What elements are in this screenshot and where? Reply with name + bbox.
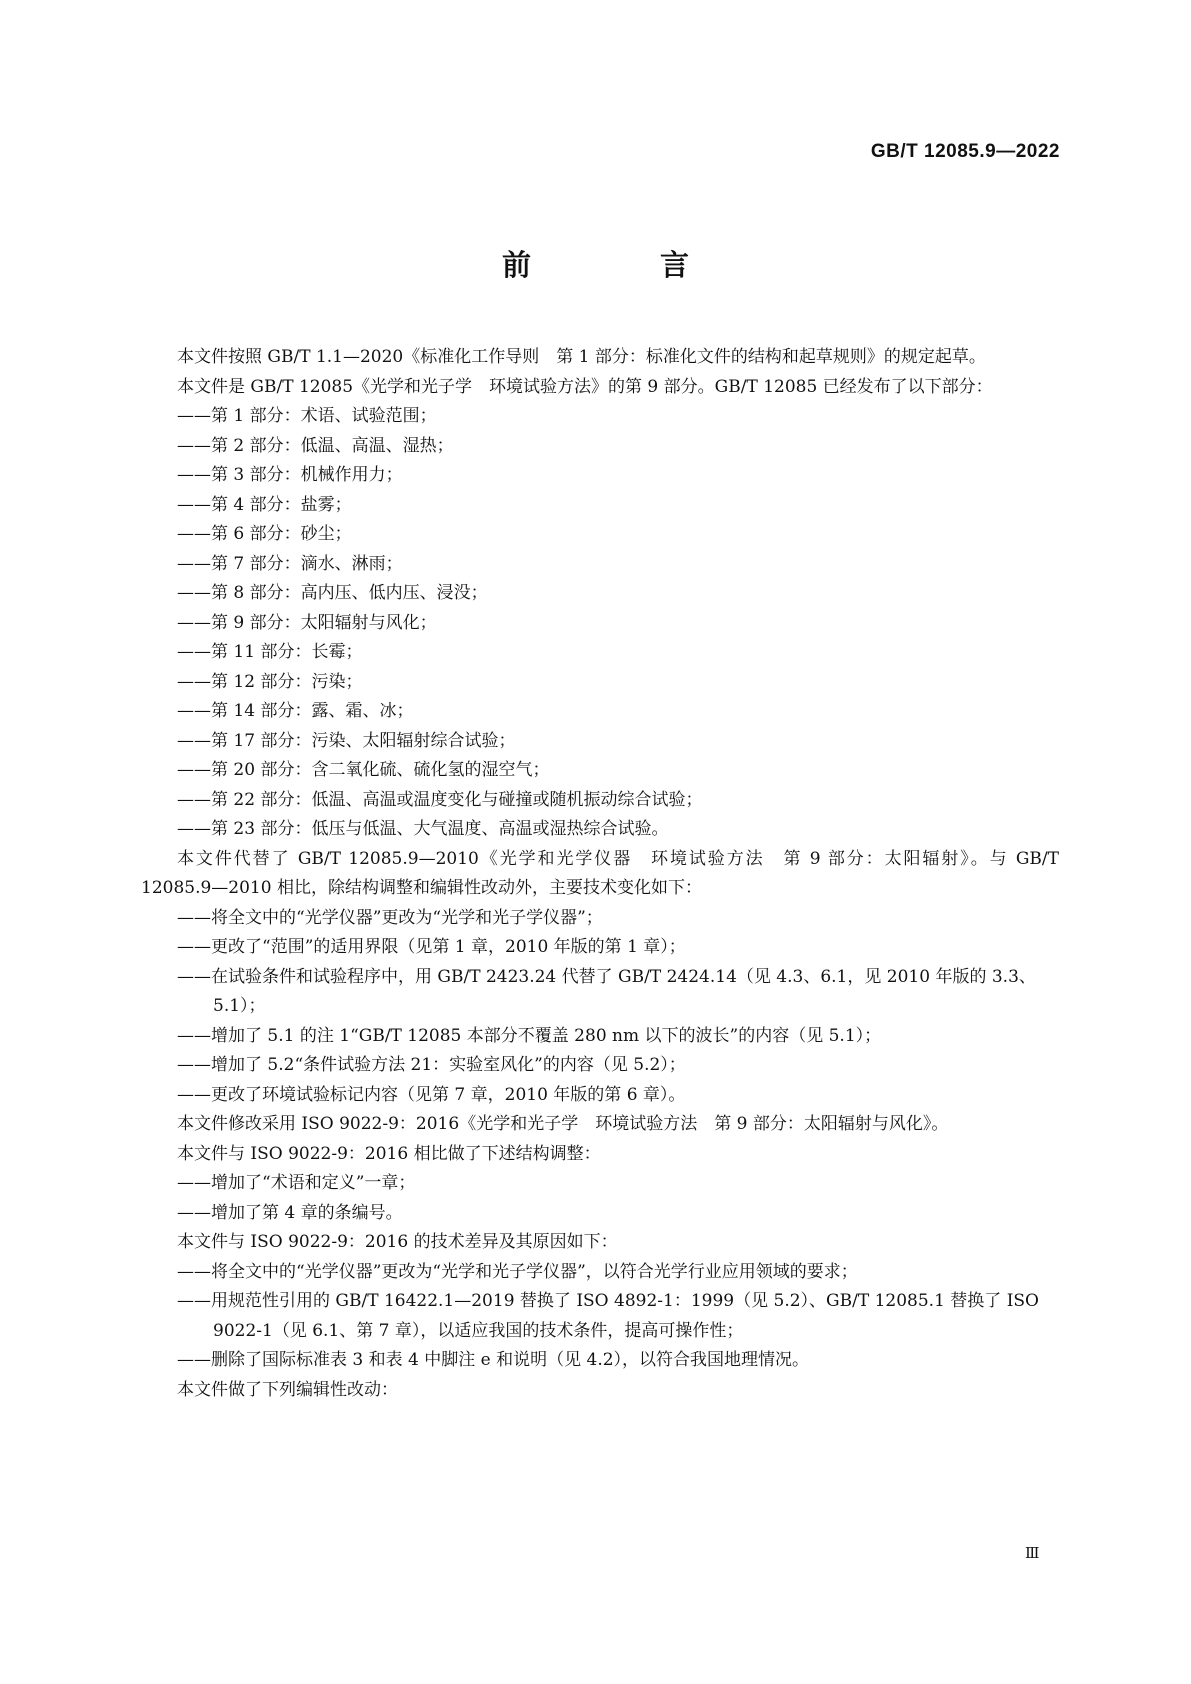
list-item: ——删除了国际标准表 3 和表 4 中脚注 e 和说明（见 4.2），以符合我国地理情况。 [177, 1350, 810, 1370]
list-item: ——第 1 部分：术语、试验范围； [177, 406, 437, 426]
paragraph: 本文件做了下列编辑性改动： [177, 1379, 398, 1400]
paragraph: 本文件是 GB/T 12085《光学和光子学 环境试验方法》的第 9 部分。GB/T 12085 已经发布了以下部分： [177, 376, 993, 397]
list-item: ——将全文中的“光学仪器”更改为“光学和光子学仪器”，以符合光学行业应用领域的要求； [177, 1261, 858, 1282]
list-item: ——增加了 5.1 的注 1“GB/T 12085 本部分不覆盖 280 nm 以下的波长”的内容（见 5.1）； [177, 1025, 882, 1046]
list-item: ——用规范性引用的 GB/T 16422.1—2019 替换了 ISO 4892-1：1999（见 5.2）、GB/T 12085.1 替换了 ISO 9022-1（见 6.1、第 7 章），以适应我国的技术条件，提高可操作性； [177, 1291, 1039, 1341]
list-item: ——第 6 部分：砂尘； [177, 524, 352, 544]
page-number: Ⅲ [1025, 1544, 1040, 1562]
paragraph: 本文件代替了 GB/T 12085.9—2010《光学和光学仪器 环境试验方法 第 9 部分：太阳辐射》。与 GB/T 12085.9—2010 相比，除结构调整和编辑性改动外，主要技术变化如下： [141, 848, 1059, 898]
list-item: ——第 23 部分：低压与低温、大气温度、高温或湿热综合试验。 [177, 819, 669, 839]
list-item: ——第 7 部分：滴水、淋雨； [177, 553, 403, 574]
standard-code: GB/T 12085.9—2022 [870, 141, 1060, 162]
list-item: ——增加了 5.2“条件试验方法 21：实验室风化”的内容（见 5.2）； [177, 1055, 686, 1075]
list-item: ——第 20 部分：含二氧化硫、硫化氢的湿空气； [177, 760, 550, 780]
list-item: ——在试验条件和试验程序中，用 GB/T 2423.24 代替了 GB/T 2424.14（见 4.3、6.1，见 2010 年版的 3.3、5.1）； [177, 966, 1036, 1016]
list-item: ——第 3 部分：机械作用力； [177, 465, 403, 485]
list-item: ——第 4 部分：盐雾； [177, 494, 352, 515]
list-item: ——第 22 部分：低温、高温或温度变化与碰撞或随机振动综合试验； [177, 789, 703, 810]
paragraph: 本文件按照 GB/T 1.1—2020《标准化工作导则 第 1 部分：标准化文件的结构和起草规则》的规定起草。 [177, 347, 986, 367]
list-item: ——增加了第 4 章的条编号。 [177, 1202, 403, 1223]
list-item: ——第 11 部分：长霉； [177, 642, 363, 662]
list-item: ——增加了“术语和定义”一章； [177, 1173, 416, 1193]
list-item: ——第 17 部分：污染、太阳辐射综合试验； [177, 730, 516, 751]
body-text [141, 343, 1059, 1405]
paragraph: 本文件修改采用 ISO 9022-9：2016《光学和光子学 环境试验方法 第 9 部分：太阳辐射与风化》。 [177, 1114, 949, 1134]
page-title: 前 言 [501, 248, 739, 282]
list-item: ——第 8 部分：高内压、低内压、浸没； [177, 583, 488, 603]
paragraph: 本文件与 ISO 9022-9：2016 的技术差异及其原因如下： [177, 1232, 618, 1252]
list-item: ——将全文中的“光学仪器”更改为“光学和光子学仪器”； [177, 907, 603, 928]
list-item: ——第 14 部分：露、霜、冰； [177, 701, 414, 721]
list-item: ——第 2 部分：低温、高温、湿热； [177, 435, 454, 456]
list-item: ——更改了环境试验标记内容（见第 7 章，2010 年版的第 6 章）。 [177, 1084, 686, 1105]
list-item: ——第 9 部分：太阳辐射与风化； [177, 612, 437, 633]
list-item: ——更改了“范围”的适用界限（见第 1 章，2010 年版的第 1 章）； [177, 937, 686, 957]
list-item: ——第 12 部分：污染； [177, 671, 363, 692]
paragraph: 本文件与 ISO 9022-9：2016 相比做了下述结构调整： [177, 1143, 601, 1164]
